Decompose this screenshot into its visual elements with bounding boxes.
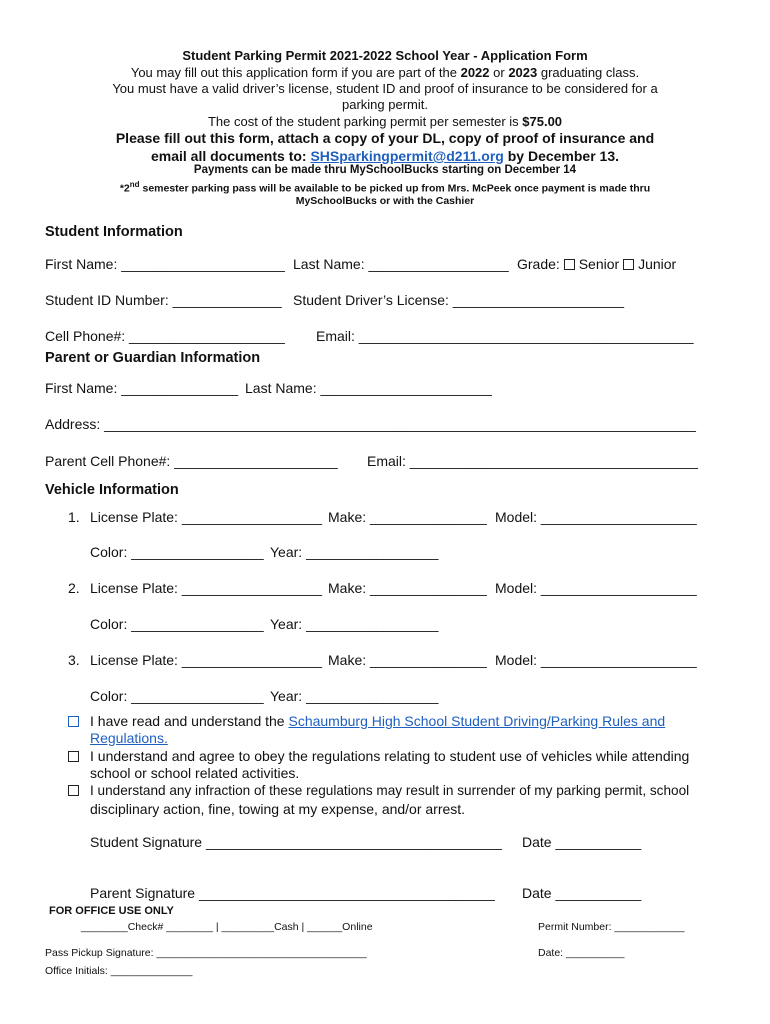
vehicle-1-number: 1. [68, 509, 80, 525]
eligibility-text: You may fill out this application form if you are part of the [130, 65, 461, 80]
student-first-name-field[interactable]: First Name: _____________________ [45, 256, 285, 272]
student-signature-field[interactable]: Student Signature ______________________________________ [90, 834, 502, 850]
agreement-3-checkbox[interactable] [68, 785, 79, 796]
parent-signature-field[interactable]: Parent Signature ______________________________________ [90, 885, 495, 901]
second-semester-text: semester parking pass will be available to be picked up from Mrs. McPeek once payment is made thru [139, 182, 651, 195]
year-2022: 2022 [460, 65, 490, 80]
instructions-deadline: by December 13. [503, 148, 620, 164]
cost-amount: $75.00 [522, 114, 563, 129]
grade-group [517, 256, 676, 272]
vehicle-3-plate-field[interactable]: License Plate: __________________ [90, 652, 322, 668]
vehicle-2-color-field[interactable]: Color: _________________ [90, 616, 264, 632]
agreement-1-checkbox[interactable] [68, 716, 79, 727]
vehicle-2-number: 2. [68, 580, 80, 596]
agreement-2-text: I understand and agree to obey the regulations relating to student use of vehicles while attending [90, 748, 690, 764]
agreement-3-text: I understand any infraction of these regulations may result in surrender of my parking permit, school [90, 783, 690, 798]
vehicle-1-make-field[interactable]: Make: _______________ [328, 509, 487, 525]
agreement-2-checkbox[interactable] [68, 751, 79, 762]
vehicle-1-plate-field[interactable]: License Plate: __________________ [90, 509, 322, 525]
instructions-line-1: Please fill out this form, attach a copy of your DL, copy of proof of insurance and [115, 130, 655, 146]
cost-text: The cost of the student parking permit per semester is [207, 114, 523, 129]
vehicle-1-color-field[interactable]: Color: _________________ [90, 544, 264, 560]
vehicle-3-color-field[interactable]: Color: _________________ [90, 688, 264, 704]
second-semester-star: *2 [119, 182, 130, 195]
payment-method-line[interactable]: ________Check# ________ | _________Cash | ______Online [81, 921, 373, 933]
vehicle-2-year-field[interactable]: Year: _________________ [270, 616, 439, 632]
student-cell-field[interactable]: Cell Phone#: ____________________ [45, 328, 285, 344]
student-last-name-field[interactable]: Last Name: __________________ [293, 256, 509, 272]
student-heading: Student Information [45, 224, 183, 240]
agreement-1-label: I have read and understand the [90, 713, 289, 729]
student-date-field[interactable]: Date ___________ [522, 834, 642, 850]
senior-label: Senior [578, 256, 620, 272]
parent-date-field[interactable]: Date ___________ [522, 885, 642, 901]
office-initials-field[interactable]: Office Initials: ______________ [45, 965, 193, 977]
vehicle-heading: Vehicle Information [45, 482, 179, 498]
vehicle-3-model-field[interactable]: Model: ____________________ [495, 652, 697, 668]
student-email-field[interactable]: Email: ___________________________________________ [316, 328, 694, 344]
payments-line: Payments can be made thru MySchoolBucks starting on December 14 [193, 164, 577, 176]
rules-link-cont[interactable]: Regulations. [90, 730, 168, 746]
student-id-field[interactable]: Student ID Number: ______________ [45, 292, 282, 308]
permit-number-field[interactable]: Permit Number: ____________ [538, 921, 685, 933]
year-2023: 2023 [508, 65, 538, 80]
pickup-signature-field[interactable]: Pass Pickup Signature: ____________________________________ [45, 947, 367, 959]
parent-heading: Parent or Guardian Information [45, 350, 261, 366]
vehicle-3-make-field[interactable]: Make: _______________ [328, 652, 487, 668]
agreement-2-text-cont: school or school related activities. [90, 765, 300, 781]
requirements-line-2: parking permit. [342, 97, 428, 112]
form-title: Student Parking Permit 2021-2022 School Year - Application Form [182, 48, 588, 63]
instructions-line-2 [0, 148, 770, 164]
grade-label: Grade: [517, 256, 560, 272]
second-semester-line [0, 180, 770, 195]
student-license-field[interactable]: Student Driver’s License: ______________________ [293, 292, 625, 308]
vehicle-1-year-field[interactable]: Year: _________________ [270, 544, 439, 560]
vehicle-2-plate-field[interactable]: License Plate: __________________ [90, 580, 322, 596]
office-date-field[interactable]: Date: __________ [538, 947, 625, 959]
instructions-text: email all documents to: [150, 148, 311, 164]
office-heading: FOR OFFICE USE ONLY [49, 905, 174, 917]
vehicle-2-make-field[interactable]: Make: _______________ [328, 580, 487, 596]
agreement-1-text [90, 713, 665, 729]
cost-line [0, 114, 770, 129]
second-semester-line-2: MySchoolBucks or with the Cashier [295, 195, 475, 207]
parent-cell-field[interactable]: Parent Cell Phone#: _____________________ [45, 453, 338, 469]
vehicle-1-model-field[interactable]: Model: ____________________ [495, 509, 697, 525]
senior-checkbox[interactable] [564, 259, 575, 270]
vehicle-2-model-field[interactable]: Model: ____________________ [495, 580, 697, 596]
vehicle-3-number: 3. [68, 652, 80, 668]
parent-email-field[interactable]: Email: _____________________________________ [367, 453, 698, 469]
agreement-3-text-cont: disciplinary action, fine, towing at my expense, and/or arrest. [90, 801, 466, 817]
junior-label: Junior [638, 256, 677, 272]
parent-last-name-field[interactable]: Last Name: ______________________ [245, 380, 492, 396]
eligibility-text-end: graduating class. [537, 65, 640, 80]
requirements-line: You must have a valid driver’s license, student ID and proof of insurance to be considered for a [112, 81, 658, 96]
vehicle-3-year-field[interactable]: Year: _________________ [270, 688, 439, 704]
eligibility-line [0, 65, 770, 80]
junior-checkbox[interactable] [623, 259, 634, 270]
rules-link[interactable]: Schaumburg High School Student Driving/Parking Rules and [288, 713, 666, 729]
address-field[interactable]: Address: ____________________________________________________________________________ [45, 416, 696, 432]
email-link[interactable]: SHSparkingpermit@d211.org [310, 148, 504, 164]
second-semester-sup: nd [129, 180, 140, 189]
eligibility-or: or [489, 65, 509, 80]
parent-first-name-field[interactable]: First Name: _______________ [45, 380, 239, 396]
